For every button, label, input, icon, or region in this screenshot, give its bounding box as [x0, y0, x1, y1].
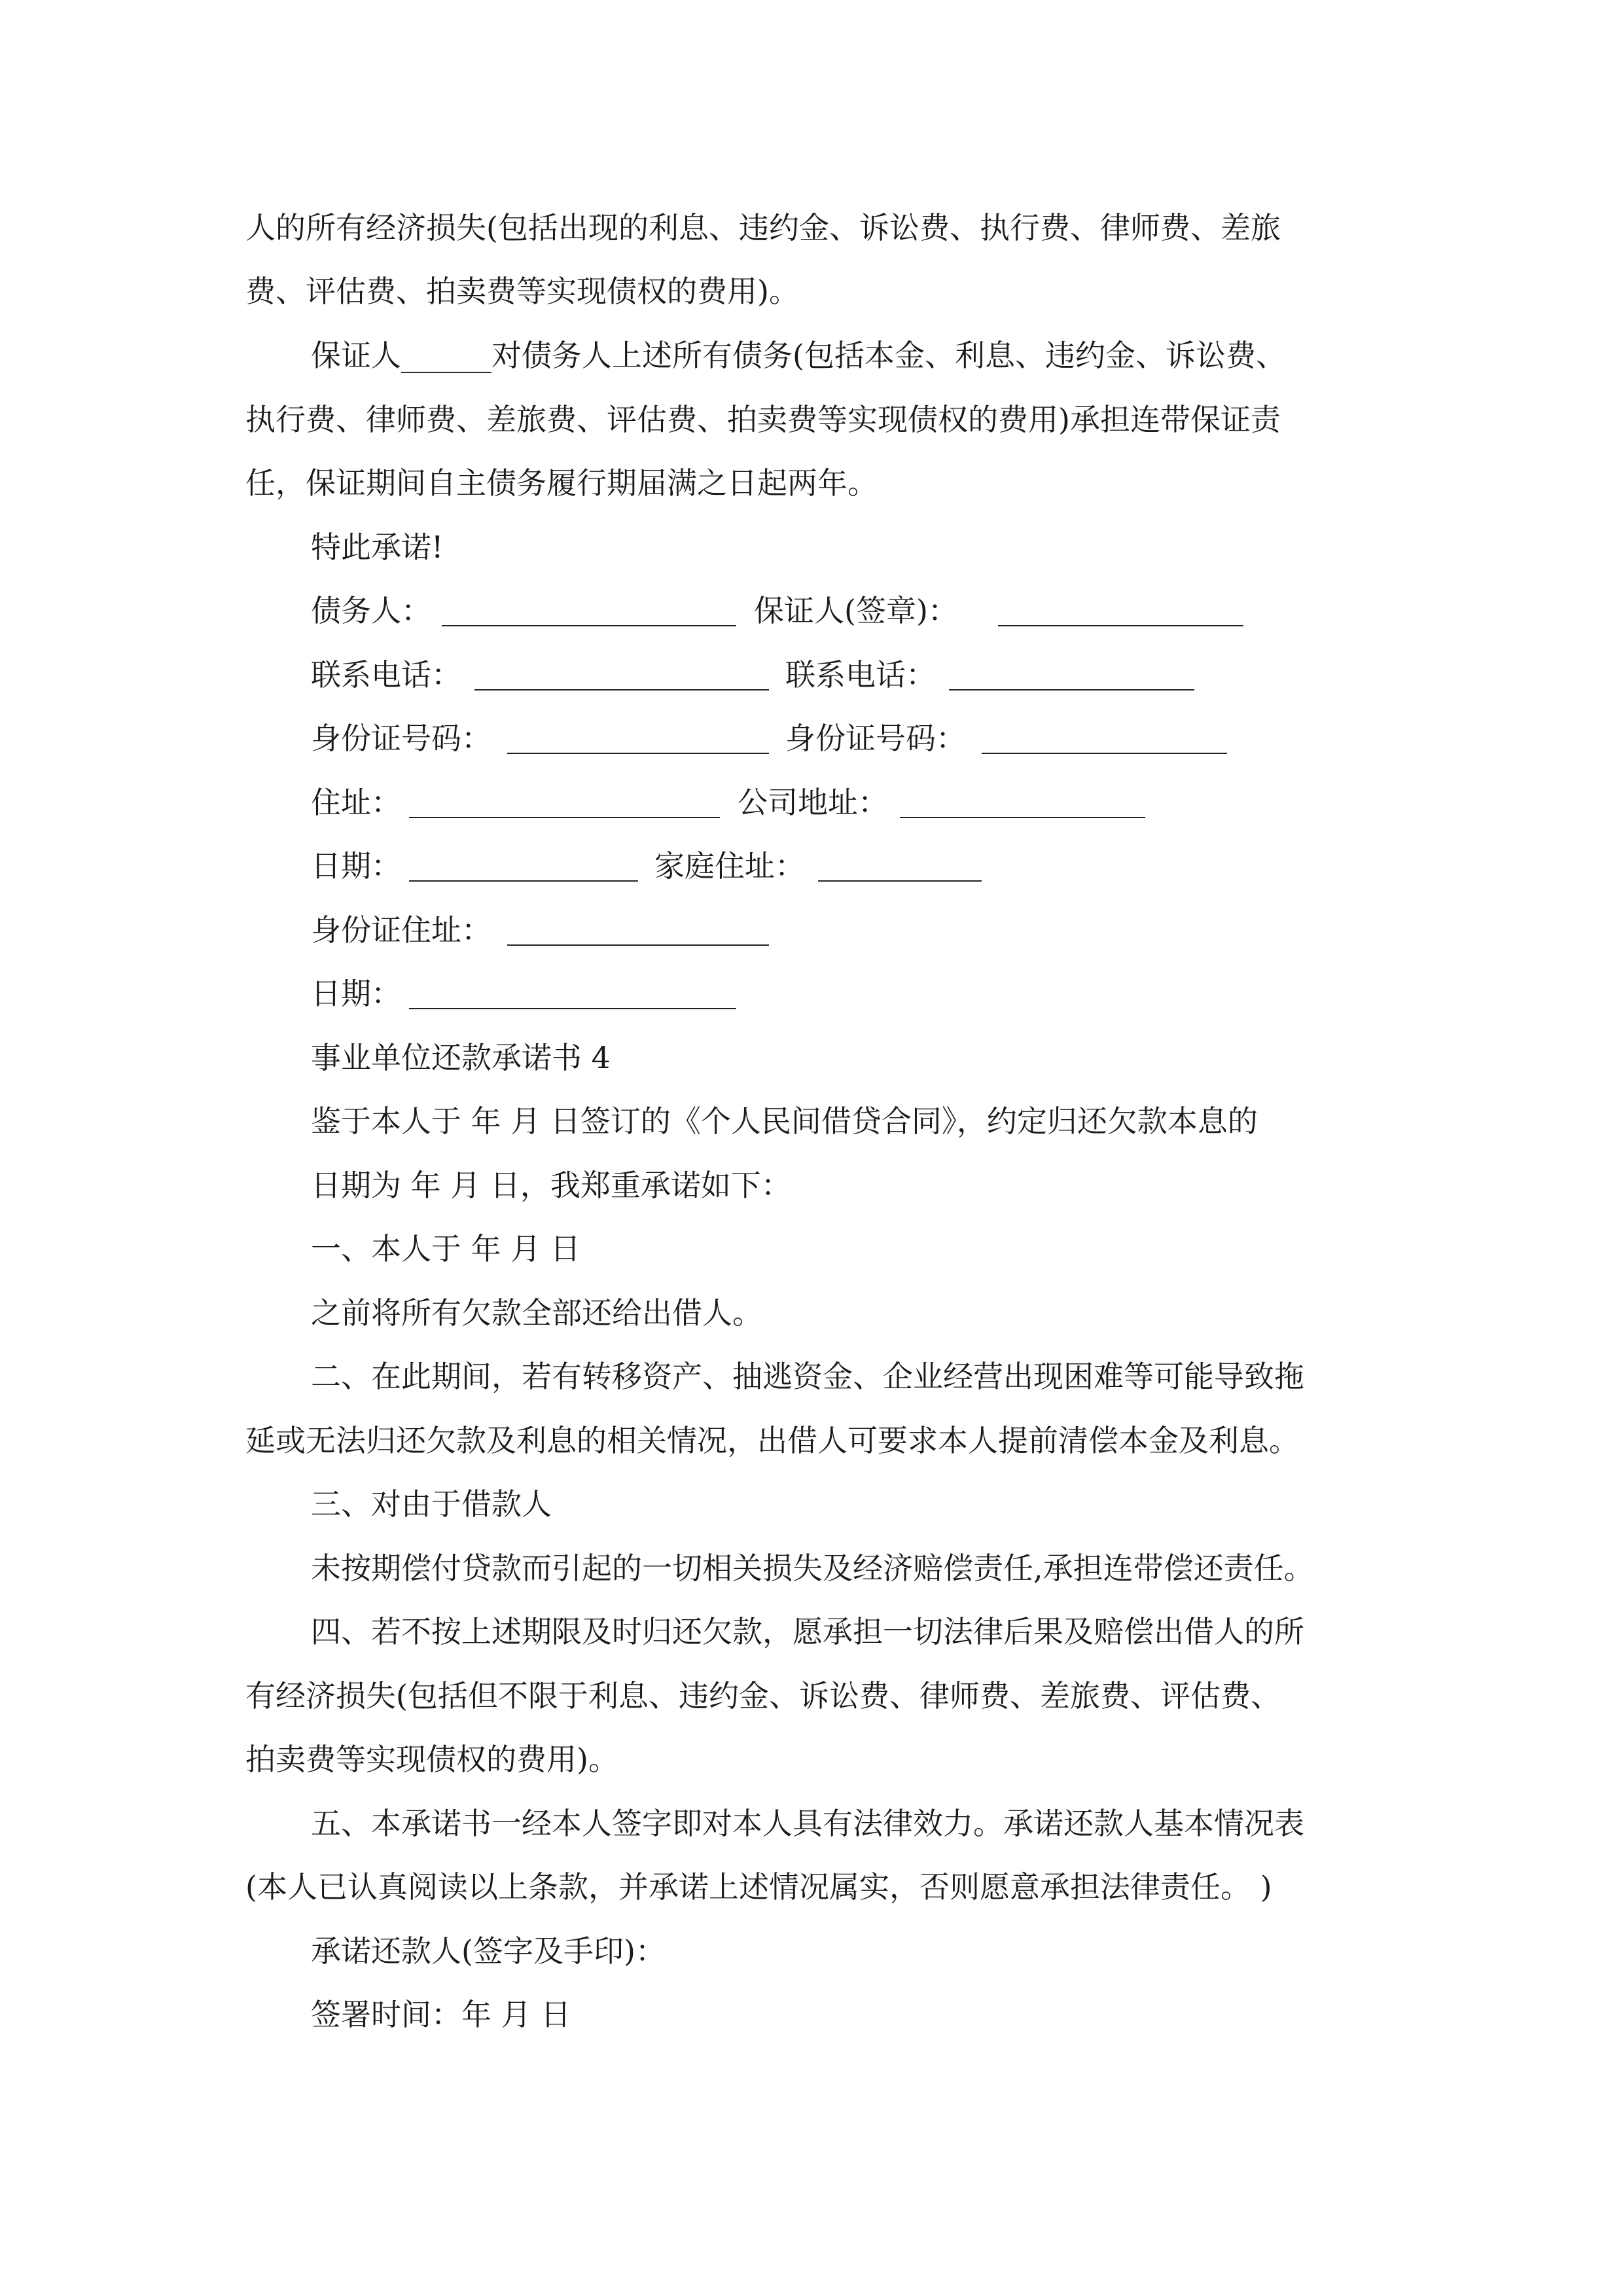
paragraph-line: 有经济损失(包括但不限于利息、违约金、诉讼费、律师费、差旅费、评估费、 — [245, 1678, 1281, 1713]
paragraph-line: 二、在此期间，若有转移资产、抽逃资金、企业经营出现困难等可能导致拖 — [311, 1359, 1304, 1394]
address-label: 住址： — [311, 785, 401, 820]
paragraph-line: 五、本承诺书一经本人签字即对本人具有法律效力。承诺还款人基本情况表 — [311, 1806, 1304, 1841]
paragraph-line: 人的所有经济损失(包括出现的利息、违约金、诉讼费、执行费、律师费、差旅 — [245, 210, 1281, 245]
id-label-2: 身份证号码： — [785, 721, 966, 756]
id-label: 身份证号码： — [311, 721, 491, 756]
phone-label: 联系电话： — [311, 657, 461, 692]
paragraph-line: 拍卖费等实现债权的费用)。 — [245, 1742, 618, 1777]
section-title: 事业单位还款承诺书 4 — [311, 1040, 611, 1075]
debtor-label: 债务人： — [311, 593, 431, 628]
paragraph-line: 保证人______对债务人上述所有债务(包括本金、利息、违约金、诉讼费、 — [311, 338, 1286, 373]
sign-time: 签署时间：年 月 日 — [311, 1997, 571, 2032]
paragraph-line: 执行费、律师费、差旅费、评估费、拍卖费等实现债权的费用)承担连带保证责 — [245, 402, 1281, 437]
paragraph-line: (本人已认真阅读以上条款，并承诺上述情况属实，否则愿意承担法律责任。 ) — [245, 1869, 1272, 1905]
paragraph-line: 任，保证期间自主债务履行期届满之日起两年。 — [245, 465, 878, 501]
guarantor-blank — [998, 625, 1243, 626]
guarantor-label: 保证人(签章)： — [754, 593, 958, 628]
address-blank — [409, 817, 720, 818]
paragraph-line: 一、本人于 年 月 日 — [311, 1231, 580, 1266]
phone-blank-2 — [949, 689, 1194, 691]
date-label-2: 日期： — [311, 976, 401, 1011]
paragraph-line: 四、若不按上述期限及时归还欠款，愿承担一切法律后果及赔偿出借人的所 — [311, 1614, 1304, 1649]
id-blank — [507, 753, 769, 754]
paragraph-line: 费、评估费、拍卖费等实现债权的费用)。 — [245, 274, 799, 309]
date-blank-2 — [409, 1008, 736, 1009]
date-blank — [409, 880, 638, 882]
phone-label-2: 联系电话： — [785, 657, 936, 692]
paragraph-line: 之前将所有欠款全部还给出借人。 — [311, 1295, 762, 1331]
home-address-blank — [818, 880, 982, 882]
company-address-label: 公司地址： — [738, 785, 888, 820]
id-address-blank — [507, 944, 769, 946]
paragraph-line: 鉴于本人于 年 月 日签订的《个人民间借贷合同》，约定归还欠款本息的 — [311, 1103, 1258, 1139]
id-blank-2 — [982, 753, 1227, 754]
closing-text: 特此承诺! — [311, 529, 444, 565]
id-address-label: 身份证住址： — [311, 912, 491, 948]
paragraph-line: 三、对由于借款人 — [311, 1486, 552, 1522]
date-label: 日期： — [311, 848, 401, 884]
signer-label: 承诺还款人(签字及手印)： — [311, 1933, 666, 1969]
paragraph-line: 日期为 年 月 日，我郑重承诺如下： — [311, 1168, 791, 1203]
paragraph-line: 延或无法归还欠款及利息的相关情况，出借人可要求本人提前清偿本金及利息。 — [245, 1423, 1299, 1458]
company-address-blank — [900, 817, 1145, 818]
phone-blank — [474, 689, 769, 691]
home-address-label: 家庭住址： — [654, 848, 805, 884]
debtor-blank — [442, 625, 736, 626]
paragraph-line: 未按期偿付贷款而引起的一切相关损失及经济赔偿责任,承担连带偿还责任。 — [311, 1551, 1314, 1586]
